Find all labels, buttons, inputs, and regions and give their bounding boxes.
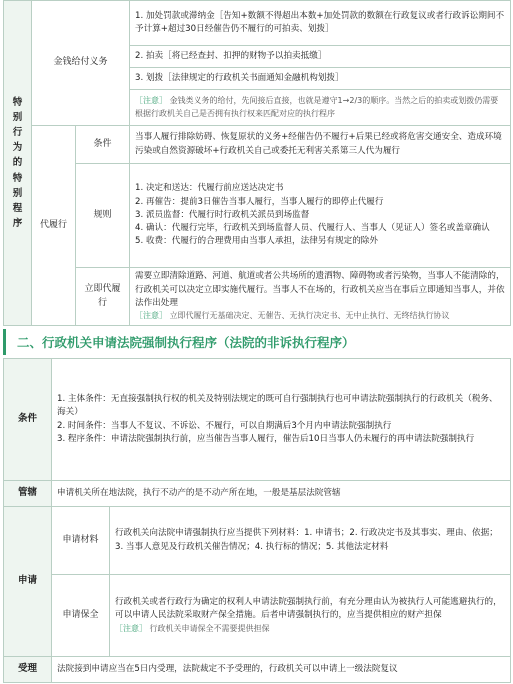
agency-text: 代履行	[39, 219, 67, 230]
materials-label	[52, 507, 110, 575]
agency-rules-label	[76, 164, 130, 268]
money-item-3	[130, 68, 511, 90]
agency-rules	[130, 164, 511, 268]
condition-header	[4, 359, 52, 481]
note-tag: ［注意］	[135, 311, 168, 321]
note-tag: ［注意］	[115, 623, 147, 633]
rule-item: 5. 收费：代履行的合理费用由当事人承担，法律另有规定的除外	[135, 236, 378, 247]
money-payment-label	[32, 1, 130, 126]
acceptance-text: 法院接到申请应当在5日内受理，法院裁定不予受理的，行政机关可以申请上一级法院复议	[57, 663, 398, 674]
preservation-text: 行政机关或者行政行为确定的权利人申请法院强制执行前，有充分理由认为被执行人可能逃避执行的，可以申请人民法院采取财产保全措施。后者申请强制执行的，应当提供相应的财产担保	[115, 596, 502, 621]
preservation-note-text: 行政机关申请保全不需要提供担保	[149, 623, 270, 633]
preservation-content	[110, 575, 511, 657]
immediate-note-text: 立即代履行无基础决定、无催告、无执行决定书、无中止执行、无终结执行协议	[169, 311, 450, 321]
jurisdiction-text: 申请机关所在地法院，执行不动产的是不动产所在地，一般是基层法院管辖	[57, 487, 341, 498]
agency-condition-label	[76, 126, 130, 164]
note-tag: ［注意］	[135, 96, 168, 106]
money-item-2-text: 2. 拍卖［将已经查封、扣押的财物予以拍卖抵缴］	[135, 50, 327, 61]
special-procedure-header	[4, 1, 32, 326]
condition-content	[52, 359, 511, 481]
section-title: 二、行政机关申请法院强制执行程序（法院的非诉执行程序）	[17, 335, 355, 350]
materials-text: 行政机关向法院申请强制执行应当提供下列材料：1. 申请书；2. 行政决定书及其事实、理由、依据；3. 当事人意见及行政机关催告情况；4. 执行标的情况；5. 其他法定材料	[115, 528, 498, 552]
agency-label	[32, 126, 76, 326]
agency-condition	[130, 126, 511, 164]
money-item-1-text: 1. 加处罚款或滞纳金［告知+数额不得超出本数+加处罚款的数额在行政复议或者行政诉讼期间不予计算+超过30日经催告仍不履行的可拍卖、划拨］	[135, 10, 505, 34]
jurisdiction-content	[52, 481, 511, 507]
immediate-note	[135, 310, 505, 322]
materials-label-text: 申请材料	[62, 534, 99, 545]
money-note-text: 金钱类义务的给付，先间接后直接，也就是遵守1→2/3的顺序。当然之后的拍卖或划拨仍需要根据行政机关自己是否拥有执行权来匹配对应的执行程序	[135, 96, 499, 118]
acceptance-content	[52, 657, 511, 683]
preservation-label-text: 申请保全	[62, 609, 99, 620]
rule-item: 4. 确认：代履行完毕，行政机关到场监督人员、代履行人、当事人（见证人）签名或盖章确认	[135, 223, 490, 234]
table-special-procedures	[3, 0, 511, 326]
materials-content	[110, 507, 511, 575]
money-item-3-text: 3. 划拨［法律规定的行政机关书面通知金融机构划拨］	[135, 72, 344, 83]
money-item-2	[130, 46, 511, 68]
rule-item: 2. 再催告：提前3日催告当事人履行，当事人履行的即停止代履行	[135, 196, 384, 207]
preservation-note	[115, 623, 505, 635]
condition-item: 2. 时间条件：当事人不复议、不诉讼、不履行，可以自期满后3个月内申请法院强制执行	[57, 420, 392, 431]
jurisdiction-header-text: 管辖	[17, 487, 37, 499]
immediate-agency	[130, 268, 511, 326]
immediate-agency-label-text: 立即代履行	[84, 283, 121, 308]
condition-item: 3. 程序条件：申请法院强制执行前，应当催告当事人履行，催告后10日当事人仍未履行的再申请法院强制执行	[57, 433, 475, 444]
agency-rules-label-text: 规则	[93, 209, 112, 220]
rule-item: 3. 派员监督：代履行时行政机关派员到场监督	[135, 209, 310, 220]
acceptance-header-text: 受理	[17, 663, 37, 675]
condition-header-text: 条件	[17, 413, 37, 425]
section-accent-bar	[3, 329, 6, 355]
apply-header-text: 申请	[17, 575, 37, 587]
immediate-agency-text: 需要立即清除道路、河道、航道或者公共场所的遗洒物、障碍物或者污染物，当事人不能清除的，行政机关可以决定立即实施代履行。当事人不在场的，行政机关应当在事后立即通知当事人，并依法作出处理	[135, 271, 505, 308]
jurisdiction-header	[4, 481, 52, 507]
money-payment-text: 金钱给付义务	[53, 57, 108, 68]
immediate-agency-label	[76, 268, 130, 326]
rule-item: 1. 决定和送达：代履行前应送达决定书	[135, 183, 284, 194]
condition-item: 1. 主体条件：无直接强制执行权的机关及特别法规定的既可自行强制执行也可申请法院强制执行的行政机关（税务、海关）	[57, 393, 498, 418]
apply-header	[4, 507, 52, 657]
preservation-label	[52, 575, 110, 657]
money-note	[130, 90, 511, 126]
section-heading	[3, 329, 508, 355]
agency-condition-label-text: 条件	[93, 138, 112, 149]
agency-condition-text: 当事人履行排除妨碍、恢复原状的义务+经催告仍不履行+后果已经或将危害交通安全、造成环境污染或自然资源破坏+行政机关自己或委托无利害关系第三人代为履行	[135, 132, 502, 156]
acceptance-header	[4, 657, 52, 683]
special-procedure-label: 特别行为的特别程序	[12, 96, 23, 230]
table-court-enforcement	[3, 358, 511, 683]
money-item-1	[130, 1, 511, 46]
